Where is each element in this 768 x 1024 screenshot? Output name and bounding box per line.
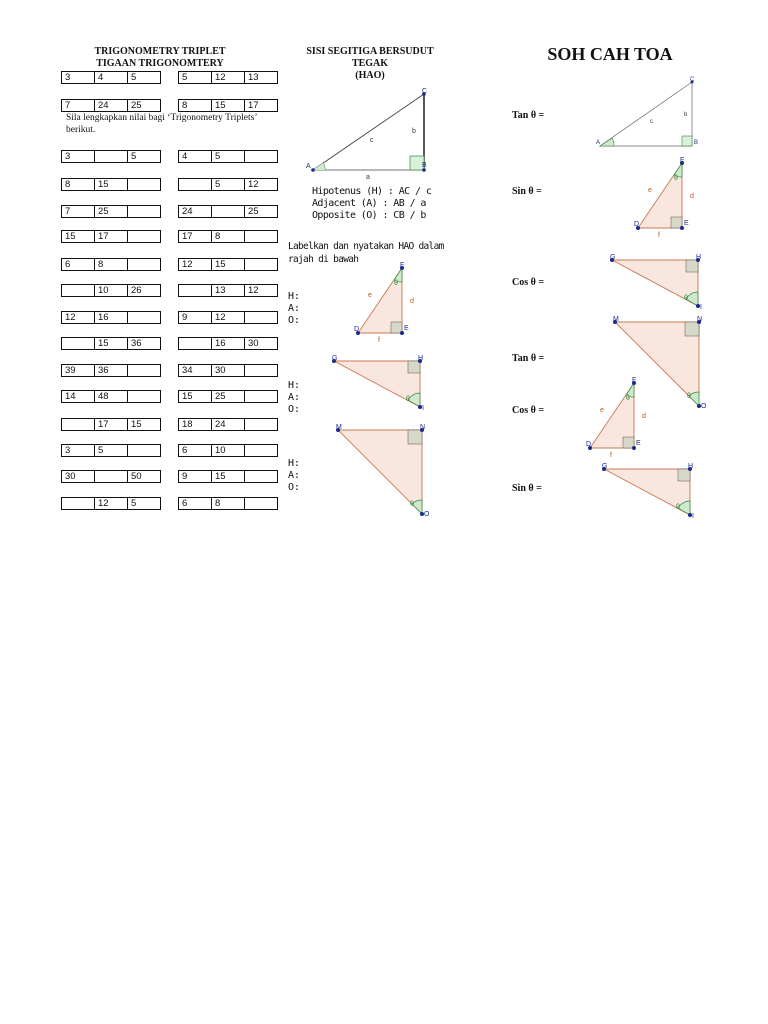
label-C: C	[422, 88, 428, 95]
triplet-cell: 17	[94, 418, 128, 431]
triplet-cell: 5	[127, 497, 161, 510]
triplet-cell: 25	[211, 390, 245, 403]
svg-text:A: A	[596, 140, 601, 146]
triangle-label-H: H	[696, 254, 702, 261]
triplet-cell: 25	[244, 205, 278, 218]
triplet-cell: 4	[178, 150, 212, 163]
triplet-cell[interactable]	[127, 230, 161, 243]
triplet-cell: 30	[61, 470, 95, 483]
triangle-label-N: N	[420, 424, 426, 431]
triangle-label-G: G	[610, 254, 616, 261]
triplet-cell: 15	[61, 230, 95, 243]
triplet-cell: 24	[178, 205, 212, 218]
triplet-cell: 36	[94, 364, 128, 377]
hao-instruction: Labelkan dan nyatakan HAO dalam rajah di bawah	[288, 241, 444, 265]
triplet-cell: 17	[94, 230, 128, 243]
triplet-cell[interactable]	[244, 258, 278, 271]
triplet-cell: 30	[244, 337, 278, 350]
triangle-label-G: G	[602, 463, 608, 470]
triplet-cell[interactable]	[61, 337, 95, 350]
triplet-cell: 12	[244, 284, 278, 297]
svg-text:c: c	[650, 119, 653, 125]
triplet-row	[178, 150, 278, 163]
triangle-label-d: d	[642, 413, 646, 420]
triplet-cell: 8	[211, 230, 245, 243]
triangle-label-N: N	[697, 316, 703, 323]
triangle-label-d: d	[410, 298, 414, 305]
triangle-label-theta: θ	[684, 295, 688, 302]
triplet-row	[178, 364, 278, 377]
triplet-row	[178, 311, 278, 324]
triplet-cell: 4	[94, 71, 128, 84]
triplet-row	[178, 178, 278, 191]
triangle-label-E: E	[636, 440, 641, 447]
triangle-label-theta: θ	[626, 395, 630, 402]
triplet-cell: 36	[127, 337, 161, 350]
label-B: B	[422, 162, 427, 169]
triplet-row	[61, 470, 161, 483]
ratio-2: Sin θ =	[512, 186, 542, 197]
triplet-cell: 12	[244, 178, 278, 191]
triangle-label-e: e	[600, 407, 604, 414]
triplet-cell: 8	[61, 178, 95, 191]
triplet-row	[178, 337, 278, 350]
triplet-row	[61, 390, 161, 403]
triplet-cell[interactable]	[61, 284, 95, 297]
hao-answer-3: H: A: O:	[288, 458, 301, 493]
triangle-label-theta: θ	[687, 393, 691, 400]
triangle-label-O: O	[424, 511, 430, 518]
triangle-mno-2	[611, 318, 711, 413]
triplet-title: TRIGONOMETRY TRIPLET	[94, 46, 226, 57]
triplet-cell: 26	[127, 284, 161, 297]
ratio-5: Cos θ =	[512, 405, 545, 416]
label-a: a	[366, 174, 370, 181]
triplet-cell[interactable]	[244, 497, 278, 510]
triplet-cell: 48	[94, 390, 128, 403]
triplet-row	[61, 284, 161, 297]
triplet-cell[interactable]	[178, 178, 212, 191]
triplet-title-malay: TIGAAN TRIGONOMTERY	[96, 58, 224, 69]
triplet-row	[61, 311, 161, 324]
triplet-row	[178, 230, 278, 243]
triplet-cell[interactable]	[127, 258, 161, 271]
triplet-cell[interactable]	[211, 205, 245, 218]
triangle-label-f: f	[658, 232, 660, 239]
triplet-row	[61, 258, 161, 271]
main-triangle-diagram	[308, 88, 438, 184]
hao-answer-2: H: A: O:	[288, 380, 301, 415]
triplet-cell: 5	[127, 150, 161, 163]
hao-opp: Opposite (O) : CB / b	[312, 210, 426, 221]
triangle-def-2	[634, 158, 704, 240]
triplet-row	[61, 71, 161, 84]
triplet-row	[61, 205, 161, 218]
triangle-label-F: F	[400, 262, 405, 269]
triplet-cell: 13	[244, 71, 278, 84]
triplet-cell[interactable]	[127, 390, 161, 403]
triplet-cell: 5	[211, 150, 245, 163]
triplet-cell: 3	[61, 71, 95, 84]
triplet-instruction: Sila lengkapkan nilai bagi ‘Trigonometry Triplets’ berikut.	[66, 113, 257, 135]
triangle-label-f: f	[378, 337, 380, 344]
triangle-label-theta: θ	[676, 504, 680, 511]
triangle-label-M: M	[613, 316, 619, 323]
triplet-cell[interactable]	[94, 150, 128, 163]
triplet-cell: 12	[211, 71, 245, 84]
triplet-cell: 15	[94, 178, 128, 191]
triplet-cell: 15	[211, 258, 245, 271]
triangle-ghi-2	[608, 256, 708, 316]
triplet-cell: 17	[244, 99, 278, 112]
triplet-row	[178, 258, 278, 271]
triangle-label-D: D	[634, 221, 640, 228]
triplet-cell: 5	[211, 178, 245, 191]
triplet-cell: 30	[211, 364, 245, 377]
triplet-row	[178, 418, 278, 431]
triangle-label-theta: θ	[410, 501, 414, 508]
triplet-cell[interactable]	[178, 284, 212, 297]
triplet-cell[interactable]	[244, 230, 278, 243]
triplet-cell[interactable]	[127, 178, 161, 191]
triplet-cell: 15	[178, 390, 212, 403]
triangle-label-E: E	[684, 220, 689, 227]
triplet-cell: 34	[178, 364, 212, 377]
triplet-row	[178, 71, 278, 84]
triplet-cell[interactable]	[94, 470, 128, 483]
triplet-cell: 15	[211, 470, 245, 483]
triplet-cell: 12	[211, 311, 245, 324]
triangle-label-O: O	[701, 403, 707, 410]
triplet-cell: 50	[127, 470, 161, 483]
triangle-label-e: e	[368, 292, 372, 299]
triplet-row	[61, 99, 161, 112]
triplet-cell: 18	[178, 418, 212, 431]
triplet-cell: 6	[178, 497, 212, 510]
triplet-row	[178, 284, 278, 297]
triplet-cell[interactable]	[127, 444, 161, 457]
triangle-label-H: H	[688, 463, 694, 470]
triplet-cell: 25	[127, 99, 161, 112]
triplet-cell: 6	[61, 258, 95, 271]
triplet-row	[61, 178, 161, 191]
triplet-row	[61, 418, 161, 431]
triangle-label-D: D	[586, 441, 592, 448]
triangle-label-e: e	[648, 187, 652, 194]
triplet-cell: 7	[61, 205, 95, 218]
hao-adj: Adjacent (A) : AB / a	[312, 198, 426, 209]
triangle-ghi-3	[600, 465, 700, 525]
triplet-row	[178, 205, 278, 218]
triplet-row	[178, 497, 278, 510]
triplet-row	[61, 444, 161, 457]
triangle-label-G: G	[332, 355, 338, 362]
triangle-mno-1	[334, 426, 434, 521]
triplet-cell: 9	[178, 311, 212, 324]
triangle-label-M: M	[336, 424, 342, 431]
triplet-cell: 17	[178, 230, 212, 243]
triplet-cell: 10	[211, 444, 245, 457]
triplet-cell: 13	[211, 284, 245, 297]
triplet-row	[178, 390, 278, 403]
triplet-cell: 6	[178, 444, 212, 457]
triplet-cell[interactable]	[61, 497, 95, 510]
triplet-row	[178, 444, 278, 457]
triplet-cell[interactable]	[244, 364, 278, 377]
triangle-label-F: F	[632, 377, 637, 384]
triplet-cell: 16	[211, 337, 245, 350]
triplet-cell[interactable]	[127, 205, 161, 218]
triplet-cell: 3	[61, 150, 95, 163]
triplet-cell: 39	[61, 364, 95, 377]
triplet-row	[61, 497, 161, 510]
triplet-row	[61, 230, 161, 243]
triplet-cell: 5	[127, 71, 161, 84]
hao-title: SISI SEGITIGA BERSUDUT TEGAK (HAO)	[306, 46, 434, 81]
triplet-cell: 12	[94, 497, 128, 510]
triplet-cell: 25	[94, 205, 128, 218]
triplet-cell: 10	[94, 284, 128, 297]
triplet-cell[interactable]	[244, 418, 278, 431]
triangle-label-F: F	[680, 157, 685, 164]
triplet-cell[interactable]	[61, 418, 95, 431]
right-main-triangle	[594, 76, 704, 150]
triplet-row	[61, 337, 161, 350]
hao-answer-1: H: A: O:	[288, 291, 301, 326]
label-b: b	[412, 128, 416, 135]
triplet-cell: 5	[178, 71, 212, 84]
triangle-label-I: I	[700, 304, 702, 311]
ratio-3: Cos θ =	[512, 277, 545, 288]
triplet-cell: 8	[211, 497, 245, 510]
triplet-cell: 9	[178, 470, 212, 483]
triplet-cell: 24	[211, 418, 245, 431]
triplet-cell: 15	[127, 418, 161, 431]
triplet-cell: 24	[94, 99, 128, 112]
ratio-1: Tan θ =	[512, 110, 545, 121]
svg-text:B: B	[694, 140, 699, 146]
ratio-4: Tan θ =	[512, 353, 545, 364]
triangle-label-d: d	[690, 193, 694, 200]
triplet-cell: 3	[61, 444, 95, 457]
triplet-row	[61, 150, 161, 163]
triangle-def-1	[354, 263, 424, 345]
label-c: c	[370, 137, 374, 144]
label-A: A	[306, 163, 311, 170]
triplet-cell: 5	[94, 444, 128, 457]
triplet-cell[interactable]	[244, 390, 278, 403]
triplet-cell: 16	[94, 311, 128, 324]
triplet-cell[interactable]	[127, 364, 161, 377]
triangle-label-H: H	[418, 355, 424, 362]
triplet-cell: 12	[61, 311, 95, 324]
triplet-row	[178, 99, 278, 112]
triangle-label-f: f	[610, 452, 612, 459]
soh-cah-toa-title: SOH CAH TOA	[547, 44, 673, 64]
svg-text:b: b	[684, 112, 688, 118]
triangle-label-theta: θ	[674, 175, 678, 182]
triplet-cell: 8	[94, 258, 128, 271]
triangle-ghi-1	[330, 357, 430, 417]
triplet-cell[interactable]	[244, 470, 278, 483]
triangle-label-I: I	[422, 405, 424, 412]
triplet-cell[interactable]	[244, 311, 278, 324]
triangle-label-I: I	[692, 513, 694, 520]
hao-hyp: Hipotenus (H) : AC / c	[312, 186, 432, 197]
triangle-label-D: D	[354, 326, 360, 333]
triplet-cell: 7	[61, 99, 95, 112]
triplet-cell: 15	[211, 99, 245, 112]
svg-text:C: C	[690, 77, 695, 83]
triplet-cell[interactable]	[178, 337, 212, 350]
triplet-row	[61, 364, 161, 377]
triangle-label-theta: θ	[406, 396, 410, 403]
triplet-cell: 14	[61, 390, 95, 403]
hao-definitions	[312, 186, 431, 222]
triplet-row	[178, 470, 278, 483]
triplet-cell[interactable]	[244, 444, 278, 457]
triplet-cell[interactable]	[127, 311, 161, 324]
triplet-cell: 12	[178, 258, 212, 271]
ratio-6: Sin θ =	[512, 483, 542, 494]
triplet-cell[interactable]	[244, 150, 278, 163]
triangle-label-theta: θ	[394, 280, 398, 287]
triplet-cell: 15	[94, 337, 128, 350]
triangle-label-E: E	[404, 325, 409, 332]
triplet-cell: 8	[178, 99, 212, 112]
